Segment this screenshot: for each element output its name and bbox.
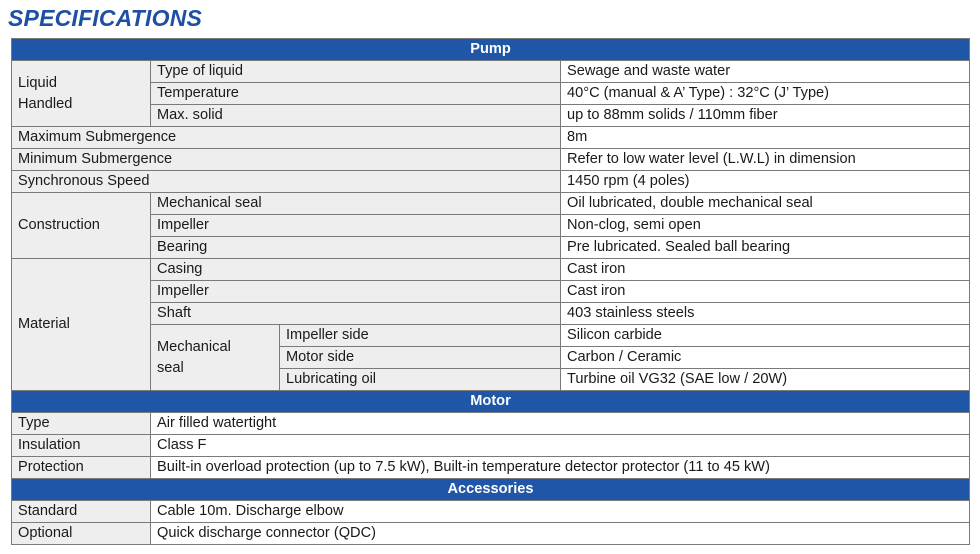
row-value: Pre lubricated. Sealed ball bearing bbox=[561, 237, 970, 259]
table-row bbox=[12, 523, 970, 545]
row-value: Sewage and waste water bbox=[561, 61, 970, 83]
table-row bbox=[12, 149, 970, 171]
row-label: Motor side bbox=[280, 347, 561, 369]
section-title-motor: Motor bbox=[12, 391, 970, 413]
specifications-table bbox=[11, 38, 970, 545]
group-label-construction: Construction bbox=[12, 193, 151, 259]
row-label: Type bbox=[12, 413, 151, 435]
table-row bbox=[12, 413, 970, 435]
table-row bbox=[12, 281, 970, 303]
row-value: 403 stainless steels bbox=[561, 303, 970, 325]
row-label: Impeller bbox=[151, 281, 561, 303]
section-header-pump bbox=[12, 39, 970, 61]
row-label: Bearing bbox=[151, 237, 561, 259]
row-value: Cast iron bbox=[561, 281, 970, 303]
row-value: Refer to low water level (L.W.L) in dimension bbox=[561, 149, 970, 171]
table-row bbox=[12, 237, 970, 259]
table-row bbox=[12, 325, 970, 347]
table-row bbox=[12, 171, 970, 193]
row-label: Maximum Submergence bbox=[12, 127, 561, 149]
row-label: Impeller side bbox=[280, 325, 561, 347]
row-label: Temperature bbox=[151, 83, 561, 105]
row-value: Cast iron bbox=[561, 259, 970, 281]
row-value: 8m bbox=[561, 127, 970, 149]
row-value: Silicon carbide bbox=[561, 325, 970, 347]
row-value: Cable 10m. Discharge elbow bbox=[151, 501, 970, 523]
row-value: Class F bbox=[151, 435, 970, 457]
row-label: Max. solid bbox=[151, 105, 561, 127]
row-label: Protection bbox=[12, 457, 151, 479]
table-row bbox=[12, 457, 970, 479]
group-label-mechanical-seal: Mechanical seal bbox=[151, 325, 280, 391]
row-label: Type of liquid bbox=[151, 61, 561, 83]
page-title: SPECIFICATIONS bbox=[8, 5, 203, 31]
table-row bbox=[12, 501, 970, 523]
row-value: Quick discharge connector (QDC) bbox=[151, 523, 970, 545]
row-value: Oil lubricated, double mechanical seal bbox=[561, 193, 970, 215]
row-label: Mechanical seal bbox=[151, 193, 561, 215]
row-label: Standard bbox=[12, 501, 151, 523]
row-value: Carbon / Ceramic bbox=[561, 347, 970, 369]
row-label: Impeller bbox=[151, 215, 561, 237]
table-row bbox=[12, 259, 970, 281]
row-value: Non-clog, semi open bbox=[561, 215, 970, 237]
section-header-accessories bbox=[12, 479, 970, 501]
row-label: Optional bbox=[12, 523, 151, 545]
row-value: Air filled watertight bbox=[151, 413, 970, 435]
row-label: Casing bbox=[151, 259, 561, 281]
group-label-liquid-handled: Liquid Handled bbox=[12, 61, 151, 127]
row-value: up to 88mm solids / 110mm fiber bbox=[561, 105, 970, 127]
table-row bbox=[12, 193, 970, 215]
row-label: Lubricating oil bbox=[280, 369, 561, 391]
table-row bbox=[12, 61, 970, 83]
row-label: Minimum Submergence bbox=[12, 149, 561, 171]
section-title-pump: Pump bbox=[12, 39, 970, 61]
table-row bbox=[12, 215, 970, 237]
group-label-material: Material bbox=[12, 259, 151, 391]
row-value: Built-in overload protection (up to 7.5 kW), Built-in temperature detector protector (11 to 45 kW) bbox=[151, 457, 970, 479]
row-value: 40°C (manual & A’ Type) : 32°C (J’ Type) bbox=[561, 83, 970, 105]
table-row bbox=[12, 435, 970, 457]
row-label: Synchronous Speed bbox=[12, 171, 561, 193]
table-row bbox=[12, 83, 970, 105]
table-row bbox=[12, 303, 970, 325]
table-row bbox=[12, 127, 970, 149]
table-row bbox=[12, 105, 970, 127]
row-value: Turbine oil VG32 (SAE low / 20W) bbox=[561, 369, 970, 391]
section-header-motor bbox=[12, 391, 970, 413]
section-title-accessories: Accessories bbox=[12, 479, 970, 501]
row-label: Insulation bbox=[12, 435, 151, 457]
row-label: Shaft bbox=[151, 303, 561, 325]
row-value: 1450 rpm (4 poles) bbox=[561, 171, 970, 193]
